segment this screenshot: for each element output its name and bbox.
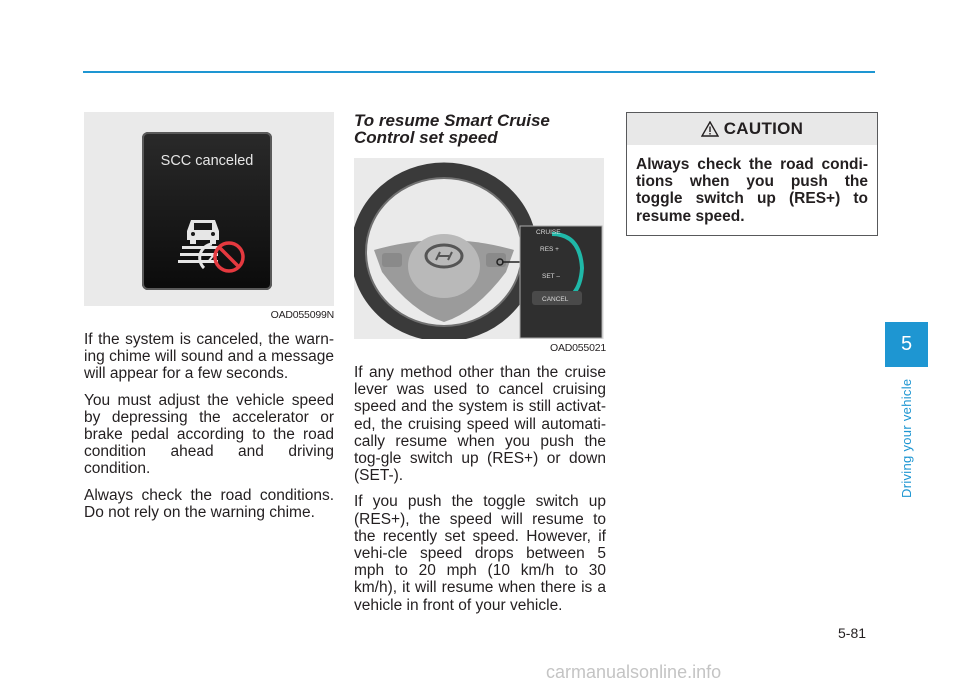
paragraph: If any method other than the cruise lever was used to cancel cruising speed and the system is still activat-ed, the cruising speed will automati-cally resume when you push the tog-gle switch up (RES+) or down (SET-).	[354, 364, 606, 485]
paragraph: Always check the road conditions. Do not rely on the warning chime.	[84, 486, 334, 521]
caution-title: CAUTION	[723, 119, 804, 138]
caution-text: Always check the road condi-tions when you push the toggle switch up (RES+) to resume speed.	[636, 156, 868, 225]
chapter-side-label	[896, 376, 918, 506]
button-label: CANCEL	[542, 296, 569, 303]
button-label: CRUISE	[536, 229, 561, 236]
paragraph: If you push the toggle switch up (RES+), the speed will resume to the recently set speed. However, if vehi-cle speed drops between 5 mph to 20 mph (10 km/h to 30 km/h), it will resume when there is a vehicle in front of your vehicle.	[354, 493, 606, 614]
cluster-display-message: SCC canceled	[160, 153, 254, 169]
right-column	[626, 112, 878, 236]
caution-box	[626, 112, 878, 236]
steering-wheel-figure	[354, 158, 604, 339]
paragraph: If the system is canceled, the warn-ing chime will sound and a message will appear for a few seconds.	[84, 331, 334, 383]
warning-triangle-icon	[701, 121, 719, 137]
steering-wheel-illustration	[354, 158, 604, 339]
scc-canceled-figure	[84, 112, 334, 306]
watermark: carmanualsonline.info	[546, 662, 722, 682]
figure-caption: OAD055099N	[270, 309, 334, 321]
paragraph: You must adjust the vehicle speed by depressing the accelerator or brake pedal according to the road condition ahead and driving condition.	[84, 391, 334, 478]
button-label: RES +	[540, 246, 559, 253]
section-heading: To resume Smart Cruise Control set speed	[354, 111, 550, 147]
chapter-label-text: Driving your vehicle	[899, 378, 914, 498]
figure-caption: OAD055021	[550, 342, 606, 354]
chapter-tab: 5	[885, 322, 928, 367]
caution-header	[627, 113, 877, 145]
cluster-display	[142, 132, 272, 290]
header-rule	[83, 71, 875, 73]
scc-canceled-icon	[142, 132, 272, 290]
button-label: SET –	[542, 273, 560, 280]
page-number: 5-81	[838, 625, 867, 641]
middle-column	[354, 112, 606, 623]
left-column	[84, 112, 334, 530]
